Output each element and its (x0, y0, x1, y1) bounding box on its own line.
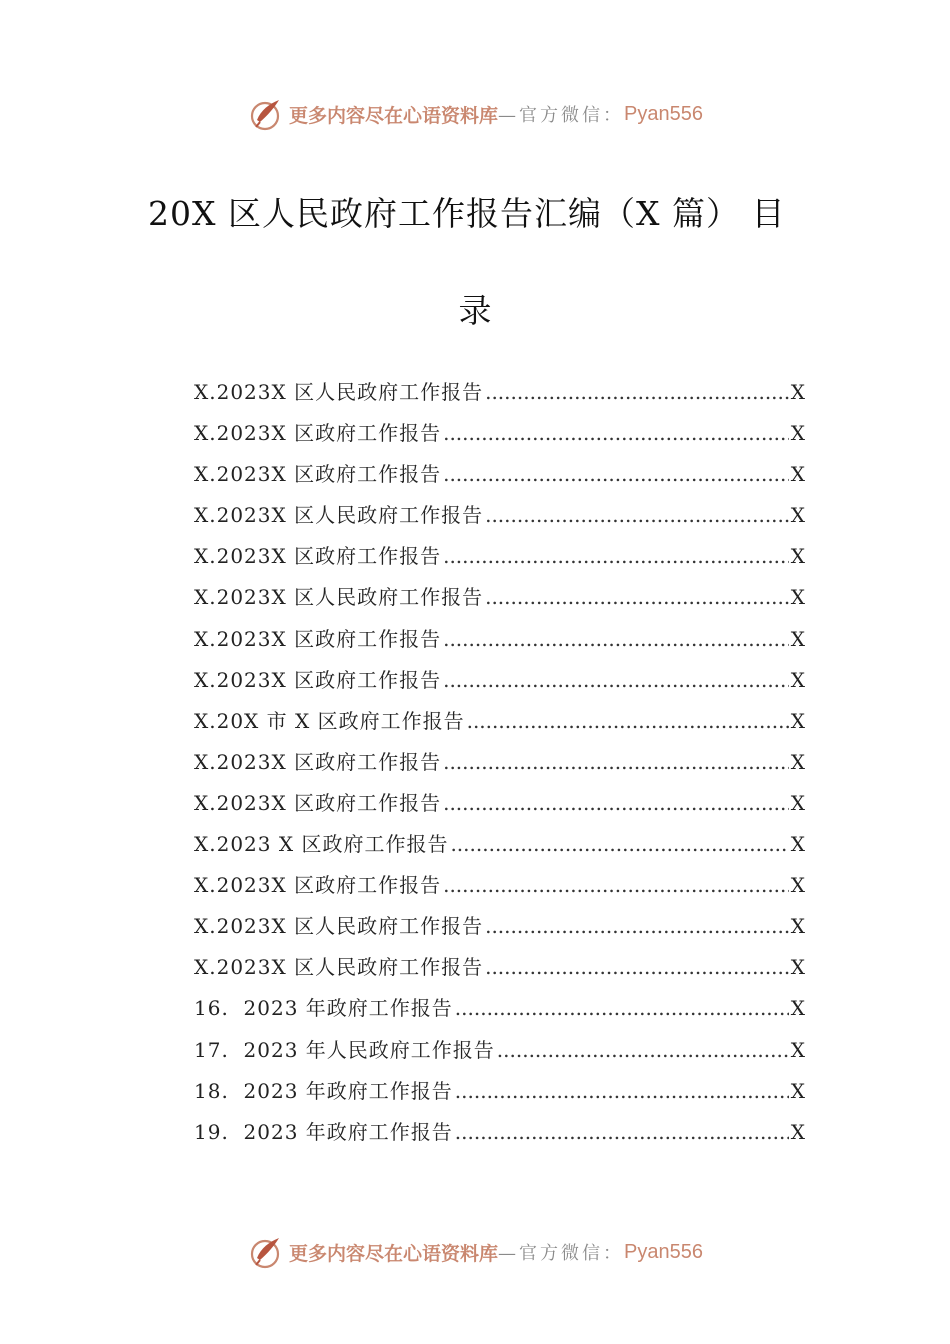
toc-entry-title: X.2023X 区人民政府工作报告 (194, 585, 484, 610)
toc-entry-title: 17. 2023 年人民政府工作报告 (194, 1037, 495, 1062)
toc-entry-page: X (790, 544, 806, 569)
toc-leader-dots (443, 873, 789, 897)
toc-entry[interactable] (194, 910, 806, 951)
header-watermark (0, 94, 950, 134)
toc-entry-page: X (790, 626, 806, 651)
toc-entry-title: X.2023X 区政府工作报告 (194, 749, 442, 774)
toc-entry-page: X (790, 503, 806, 528)
toc-entry-page: X (790, 1119, 806, 1144)
toc-entry-title: X.2023X 区政府工作报告 (194, 462, 442, 487)
toc-leader-dots (443, 750, 789, 774)
toc-entry[interactable] (194, 376, 806, 417)
toc-entry-title: X.2023X 区人民政府工作报告 (194, 503, 484, 528)
toc-leader-dots (450, 832, 788, 856)
toc-entry[interactable] (194, 1075, 806, 1116)
toc-entry[interactable] (194, 664, 806, 705)
watermark-separator: —官方微信： (498, 105, 625, 126)
toc-entry-title: 18. 2023 年政府工作报告 (194, 1078, 453, 1103)
toc-entry[interactable] (194, 828, 806, 869)
toc-entry-page: X (790, 667, 806, 692)
toc-entry-title: 16. 2023 年政府工作报告 (194, 996, 453, 1021)
watermark-name: 更多内容尽在心语资料库 (289, 1242, 499, 1265)
toc-entry[interactable] (194, 623, 806, 664)
toc-entry[interactable] (194, 540, 806, 581)
watermark-name: 更多内容尽在心语资料库 (289, 104, 499, 127)
toc-entry-title: X.2023X 区政府工作报告 (194, 421, 442, 446)
toc-leader-dots (485, 955, 789, 979)
quill-logo-icon (247, 96, 283, 132)
toc-leader-dots (455, 1079, 789, 1103)
toc-leader-dots (443, 462, 789, 486)
toc-leader-dots (485, 585, 789, 609)
toc-leader-dots (485, 503, 789, 527)
toc-entry-title: X.2023X 区政府工作报告 (194, 667, 442, 692)
toc-entry-page: X (790, 708, 806, 733)
toc-entry[interactable] (194, 951, 806, 992)
toc-entry[interactable] (194, 992, 806, 1033)
toc-entry[interactable] (194, 746, 806, 787)
toc-leader-dots (455, 996, 789, 1020)
toc-entry[interactable] (194, 1034, 806, 1075)
toc-entry-page: X (790, 462, 806, 487)
watermark-wechat-id: Pyan556 (624, 102, 703, 125)
quill-logo-icon (247, 1234, 283, 1270)
toc-entry[interactable] (194, 1116, 806, 1157)
toc-leader-dots (443, 668, 789, 692)
toc-leader-dots (443, 791, 789, 815)
watermark-separator: —官方微信： (498, 1243, 625, 1264)
toc-entry-page: X (790, 585, 806, 610)
toc-leader-dots (443, 627, 789, 651)
toc-entry-page: X (790, 380, 806, 404)
table-of-contents (194, 376, 806, 1157)
watermark-wechat-id: Pyan556 (624, 1240, 703, 1263)
footer-watermark (0, 1232, 950, 1272)
toc-entry-title: X.2023X 区政府工作报告 (194, 544, 442, 569)
toc-entry-page: X (790, 790, 806, 815)
toc-entry-page: X (790, 914, 806, 939)
toc-entry-page: X (790, 1037, 806, 1062)
toc-entry-page: X (790, 421, 806, 446)
toc-leader-dots (443, 421, 789, 445)
toc-entry[interactable] (194, 787, 806, 828)
toc-entry-title: X.20X 市 X 区政府工作报告 (194, 708, 465, 733)
toc-entry-title: X.2023X 区人民政府工作报告 (194, 955, 484, 980)
toc-entry[interactable] (194, 869, 806, 910)
toc-entry-title: 19. 2023 年政府工作报告 (194, 1119, 453, 1144)
toc-entry[interactable] (194, 499, 806, 540)
toc-entry-page: X (790, 873, 806, 898)
toc-entry-title: X.2023X 区人民政府工作报告 (194, 380, 484, 404)
toc-leader-dots (455, 1120, 789, 1144)
toc-entry-title: X.2023X 区政府工作报告 (194, 873, 442, 898)
toc-entry-page: X (790, 749, 806, 774)
document-title-continued: 录 (458, 291, 492, 330)
toc-entry-page: X (790, 955, 806, 980)
toc-entry-title: X.2023X 区政府工作报告 (194, 790, 442, 815)
toc-entry-page: X (790, 1078, 806, 1103)
toc-leader-dots (467, 709, 789, 733)
document-title: 20X 区人民政府工作报告汇编（X 篇） 目 (148, 194, 786, 233)
toc-entry-title: X.2023 X 区政府工作报告 (194, 832, 449, 857)
toc-entry[interactable] (194, 581, 806, 622)
toc-entry-title: X.2023X 区人民政府工作报告 (194, 914, 484, 939)
toc-leader-dots (485, 914, 789, 938)
toc-entry[interactable] (194, 417, 806, 458)
toc-entry-page: X (790, 996, 806, 1021)
toc-entry[interactable] (194, 458, 806, 499)
toc-entry-title: X.2023X 区政府工作报告 (194, 626, 442, 651)
toc-entry[interactable] (194, 705, 806, 746)
toc-leader-dots (497, 1038, 789, 1062)
toc-leader-dots (485, 380, 789, 404)
toc-entry-page: X (790, 832, 806, 857)
toc-leader-dots (443, 544, 789, 568)
